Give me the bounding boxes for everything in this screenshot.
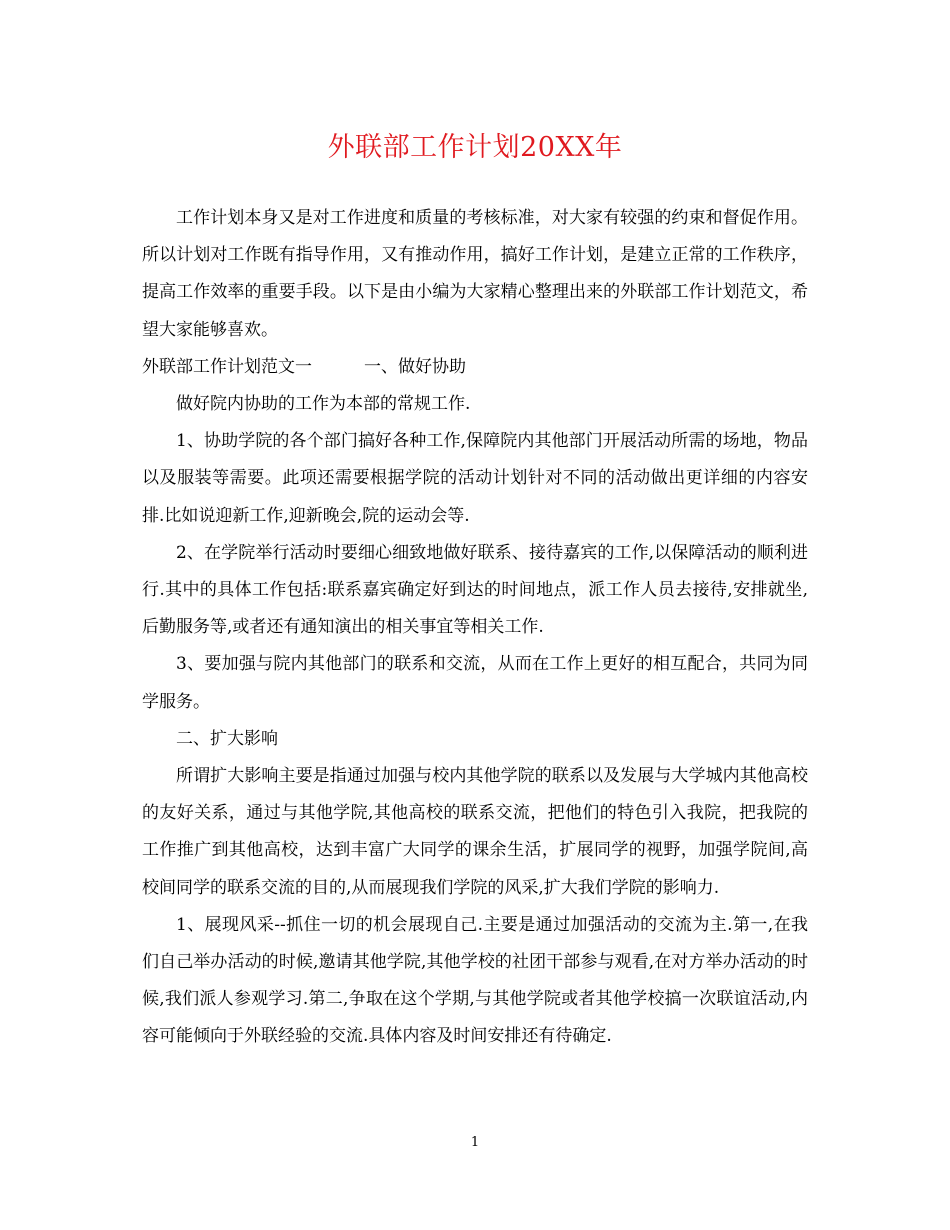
- document-title: 外联部工作计划20XX年: [327, 132, 623, 163]
- paragraph-item-2: 2、在学院举行活动时要细心细致地做好联系、接待嘉宾的工作,以保障活动的顺利进行.其中的具体工作包括:联系嘉宾确定好到达的时间地点，派工作人员去接待,安排就坐,后勤服务等,或者还有通知演出的相关事宜等相关工作.: [142, 542, 808, 638]
- paragraph-item-3: 3、要加强与院内其他部门的联系和交流，从而在工作上更好的相互配合，共同为同学服务。: [142, 654, 808, 712]
- document-body: [142, 200, 808, 1056]
- paragraph-expand-influence: 所谓扩大影响主要是指通过加强与校内其他学院的联系以及发展与大学城内其他高校的友好关系，通过与其他学院,其他高校的联系交流，把他们的特色引入我院，把我院的工作推广到其他高校，达到丰富广大同学的课余生活，扩展同学的视野，加强学院间,高校间同学的联系交流的目的,从而展现我们学院的风采,扩大我们学院的影响力.: [142, 766, 808, 898]
- section-heading-left: 外联部工作计划范文一: [142, 356, 312, 377]
- intro-paragraph: 工作计划本身又是对工作进度和质量的考核标准，对大家有较强的约束和督促作用。所以计划对工作既有指导作用，又有推动作用，搞好工作计划，是建立正常的工作秩序，提高工作效率的重要手段。以下是由小编为大家精心整理出来的外联部工作计划范文，希望大家能够喜欢。: [142, 208, 808, 340]
- paragraph-routine-work: 做好院内协助的工作为本部的常规工作.: [176, 394, 471, 415]
- section-heading-expand-influence: 二、扩大影响: [176, 728, 278, 749]
- section-heading-row: [142, 349, 808, 386]
- paragraph-showcase: 1、展现风采--抓住一切的机会展现自己.主要是通过加强活动的交流为主.第一,在我们自己举办活动的时候,邀请其他学院,其他学校的社团干部参与观看,在对方举办活动的时候,我们派人参观学习.第二,争取在这个学期,与其他学院或者其他学校搞一次联谊活动,内容可能倾向于外联经验的交流.具体内容及时间安排还有待确定.: [142, 914, 808, 1047]
- paragraph-item-1: 1、协助学院的各个部门搞好各种工作,保障院内其他部门开展活动所需的场地，物品以及服装等需要。此项还需要根据学院的活动计划针对不同的活动做出更详细的内容安排.比如说迎新工作,迎新晚会,院的运动会等.: [142, 431, 808, 526]
- page-number: 1: [470, 1135, 480, 1150]
- section-heading-right: 一、做好协助: [364, 356, 466, 377]
